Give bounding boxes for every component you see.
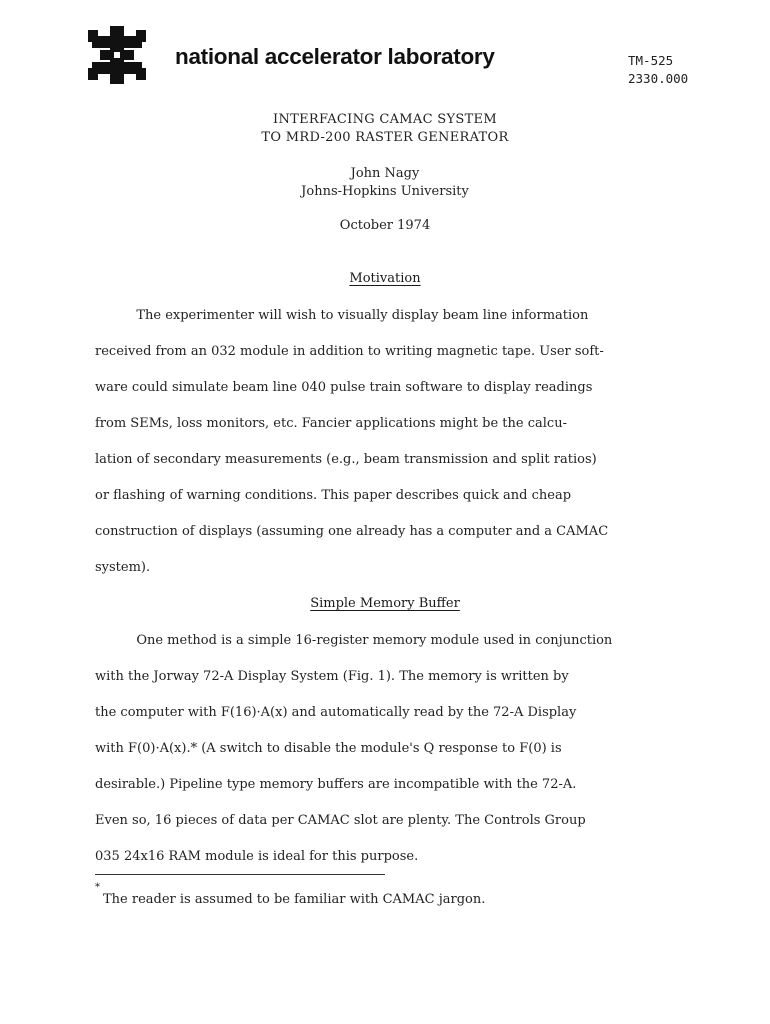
section-heading-simple-memory-buffer (0, 596, 770, 611)
footnote-text: The reader is assumed to be familiar with CAMAC jargon. (103, 892, 486, 907)
text-line: 035 24x16 RAM module is ideal for this purpose. (95, 849, 419, 864)
date-text: October 1974 (339, 218, 431, 233)
paper-date (0, 218, 770, 233)
section-heading-text: Motivation (349, 271, 421, 286)
document-id (628, 52, 688, 88)
footnote (95, 882, 486, 909)
text-line: with the Jorway 72-A Display System (Fig. 1). The memory is written by (95, 669, 569, 684)
lab-name: national accelerator laboratory (175, 44, 495, 69)
text-line: received from an 032 module in addition to writing magnetic tape. User soft- (95, 344, 604, 359)
title-line-2: TO MRD-200 RASTER GENERATOR (261, 130, 509, 145)
text-line: Even so, 16 pieces of data per CAMAC slot are plenty. The Controls Group (95, 813, 586, 828)
paragraph-motivation (95, 298, 695, 586)
footnote-divider (95, 874, 385, 875)
text-line: One method is a simple 16-register memory module used in conjunction (95, 633, 613, 648)
paper-title (0, 111, 770, 147)
text-line: with F(0)·A(x).* (A switch to disable the module's Q response to F(0) is (95, 741, 562, 756)
footnote-mark: * (95, 882, 100, 893)
text-line: or flashing of warning conditions. This paper describes quick and cheap (95, 488, 572, 503)
text-line: desirable.) Pipeline type memory buffers are incompatible with the 72-A. (95, 777, 577, 792)
text-line: from SEMs, loss monitors, etc. Fancier applications might be the calcu- (95, 416, 567, 431)
text-line: ware could simulate beam line 040 pulse train software to display readings (95, 380, 593, 395)
doc-number: TM-525 (628, 53, 674, 68)
paragraph-simple-memory-buffer (95, 623, 695, 875)
author-affiliation: Johns-Hopkins University (301, 184, 469, 199)
fermilab-logo-icon (88, 26, 146, 84)
doc-code: 2330.000 (628, 71, 689, 86)
author-block (0, 165, 770, 201)
section-heading-text: Simple Memory Buffer (310, 596, 460, 611)
author-name: John Nagy (350, 166, 420, 181)
title-line-1: INTERFACING CAMAC SYSTEM (273, 112, 497, 127)
text-line: system). (95, 560, 151, 575)
text-line: The experimenter will wish to visually display beam line information (95, 308, 589, 323)
text-line: construction of displays (assuming one already has a computer and a CAMAC (95, 524, 609, 539)
text-line: the computer with F(16)·A(x) and automatically read by the 72-A Display (95, 705, 577, 720)
section-heading-motivation (0, 271, 770, 286)
text-line: lation of secondary measurements (e.g., beam transmission and split ratios) (95, 452, 597, 467)
